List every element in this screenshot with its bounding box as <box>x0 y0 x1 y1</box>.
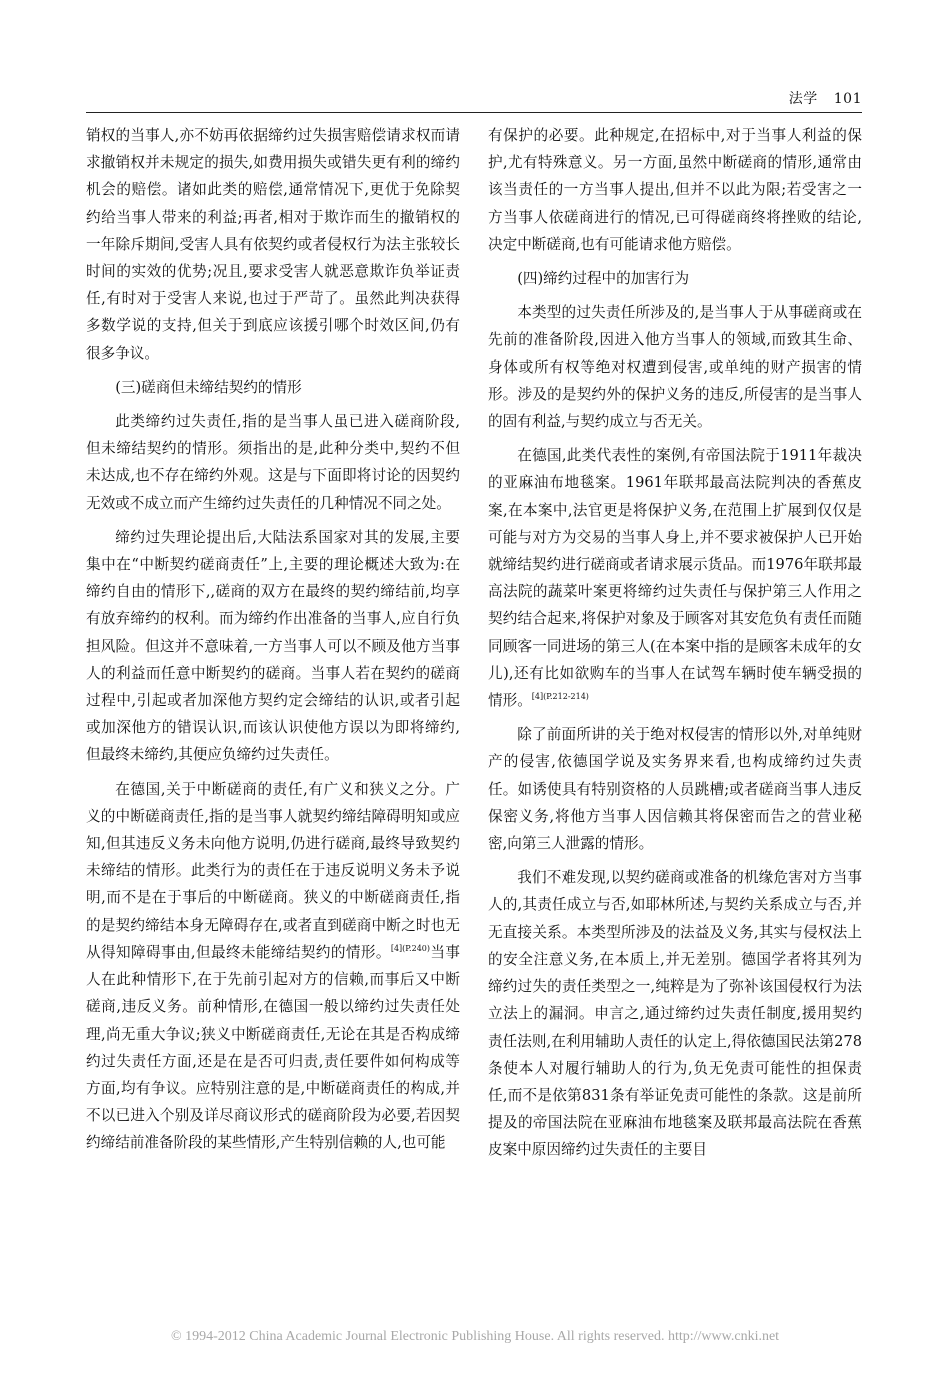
paragraph-text: 销权的当事人,亦不妨再依据缔约过失损害赔偿请求权而请求撤销权并未规定的损失,如费用损失或错失更有利的缔约机会的赔偿。诸如此类的赔偿,通常情况下,更优于免除契约给当事人带来的利益;再者,相对于欺诈而生的撤销权的一年除斥期间,受害人具有依契约或者侵权行为法主张较长时间的实效的优势;况且,要求受害人就恶意欺诈负举证责任,有时对于受害人来说,也过于严苛了。虽然此判决获得多数学说的支持,但关于到底应该援引哪个时效区间,仍有很多争议。 <box>86 127 460 362</box>
paragraph-text: 除了前面所讲的关于绝对权侵害的情形以外,对单纯财产的侵害,依德国学说及实务界来看,也构成缔约过失责任。如诱使具有特别资格的人员跳槽;或者磋商当事人违反保密义务,将他方当事人因信赖其将保密而告之的营业秘密,向第三人泄露的情形。 <box>488 726 862 853</box>
paragraph-text: (三)磋商但未缔结契约的情形 <box>115 378 302 396</box>
paragraph-text: 在德国,此类代表性的案例,有帝国法院于1911年裁决的亚麻油布地毯案。1961年联邦最高法院判决的香蕉皮案,在本案中,法官更是将保护义务,在范围上扩展到仅仅是可能与对方为交易的当事人身上,并不要求被保护人已开始就缔结契约进行磋商或者请求展示货品。而1976年联邦最高法院的蔬菜叶案更将缔约过失责任与保护第三人作用之契约结合起来,将保护对象及于顾客对其安危负有责任而随同顾客一同进场的第三人(在本案中指的是顾客未成年的女儿),还有比如欲购车的当事人在试驾车辆时使车辆受损的情形。 <box>488 447 862 710</box>
header-rule <box>86 112 862 113</box>
copyright-footer: © 1994-2012 China Academic Journal Electronic Publishing House. All rights reserved. http://www.cnki.net <box>170 1329 780 1344</box>
paragraph-text: (四)缔约过程中的加害行为 <box>517 270 690 288</box>
paragraph <box>86 776 460 1157</box>
paragraph <box>86 524 460 769</box>
page-number: 101 <box>833 91 862 107</box>
paragraph-text: 此类缔约过失责任,指的是当事人虽已进入磋商阶段,但未缔结契约的情形。须指出的是,此种分类中,契约不但未达成,也不存在缔约外观。这是与下面即将讨论的因契约无效或不成立而产生缔约过失责任的几种情况不同之处。 <box>86 413 460 512</box>
journal-name: 法学 <box>788 91 818 107</box>
paragraph <box>86 122 460 367</box>
paragraph <box>488 442 862 714</box>
paragraph <box>488 721 862 857</box>
citation-ref: [4](P.240) <box>390 943 430 953</box>
paragraph <box>488 122 862 258</box>
citation-ref: [4](P.212-214) <box>531 692 589 702</box>
paragraph <box>488 864 862 1163</box>
paragraph-text: 在德国,关于中断磋商的责任,有广义和狭义之分。广义的中断磋商责任,指的是当事人就契约缔结障碍明知或应知,但其违反义务未向他方说明,仍进行磋商,最终导致契约未缔结的情形。此类行为的责任在于违反说明义务未予说明,而不是在于事后的中断磋商。狭义的中断磋商责任,指的是契约缔结本身无障碍存在,或者直到磋商中断之时也无从得知障碍事由,但最终未能缔结契约的情形。 <box>86 780 460 961</box>
paragraph <box>86 408 460 517</box>
left-column <box>86 122 460 1164</box>
section-heading <box>86 374 460 401</box>
section-heading <box>488 265 862 292</box>
running-header <box>86 88 862 106</box>
right-column <box>488 122 862 1171</box>
paragraph-text: 我们不难发现,以契约磋商或准备的机缘危害对方当事人的,其责任成立与否,如耶林所述,与契约关系成立与否,并无直接关系。本类型所涉及的法益及义务,其实与侵权法上的安全注意义务,在本质上,并无差别。德国学者将其列为缔约过失的责任类型之一,纯粹是为了弥补该国侵权行为法立法上的漏洞。申言之,通过缔约过失责任制度,援用契约责任法则,在利用辅助人责任的认定上,得依德国民法第278条使本人对履行辅助人的行为,负无免责可能性的担保责任,而不是依第831条有举证免责可能性的条款。这是前所提及的帝国法院在亚麻油布地毯案及联邦最高法院在香蕉皮案中原因缔约过失责任的主要目 <box>488 869 862 1159</box>
paragraph-text: 本类型的过失责任所涉及的,是当事人于从事磋商或在先前的准备阶段,因进入他方当事人的领域,而致其生命、身体或所有权等绝对权遭到侵害,或单纯的财产损害的情形。涉及的是契约外的保护义务的违反,所侵害的是当事人的固有利益,与契约成立与否无关。 <box>488 304 862 431</box>
paragraph-text: 有保护的必要。此种规定,在招标中,对于当事人利益的保护,尤有特殊意义。另一方面,虽然中断磋商的情形,通常由该当责任的一方当事人提出,但并不以此为限;若受害之一方当事人依磋商进行的情况,已可得磋商终将挫败的结论,决定中断磋商,也有可能请求他方赔偿。 <box>488 127 862 253</box>
paragraph-text: 缔约过失理论提出后,大陆法系国家对其的发展,主要集中在“中断契约磋商责任”上,主要的理论概述大致为:在缔约自由的情形下,,磋商的双方在最终的契约缔结前,均享有放弃缔约的权利。而为缔约作出准备的当事人,应自行负担风险。但这并不意味着,一方当事人可以不顾及他方当事人的利益而任意中断契约的磋商。当事人若在契约的磋商过程中,引起或者加深他方契约定会缔结的认识,或者引起或加深他方的错误认识,而该认识使他方误以为即将缔约,但最终未缔约,其便应负缔约过失责任。 <box>86 528 460 764</box>
paragraph-text: 当事人在此种情形下,在于先前引起对方的信赖,而事后又中断磋商,违反义务。前种情形,在德国一般以缔约过失责任处理,尚无重大争议;狭义中断磋商责任,无论在其是否构成缔约过失责任方面,还是在是否可归责,责任要件如何构成等方面,均有争议。应特别注意的是,中断磋商责任的构成,并不以已进入个别及详尽商议形式的磋商阶段为必要,若因契约缔结前准备阶段的某些情形,产生特别信赖的人,也可能 <box>86 943 460 1152</box>
paragraph <box>488 299 862 435</box>
header-text <box>773 88 862 108</box>
